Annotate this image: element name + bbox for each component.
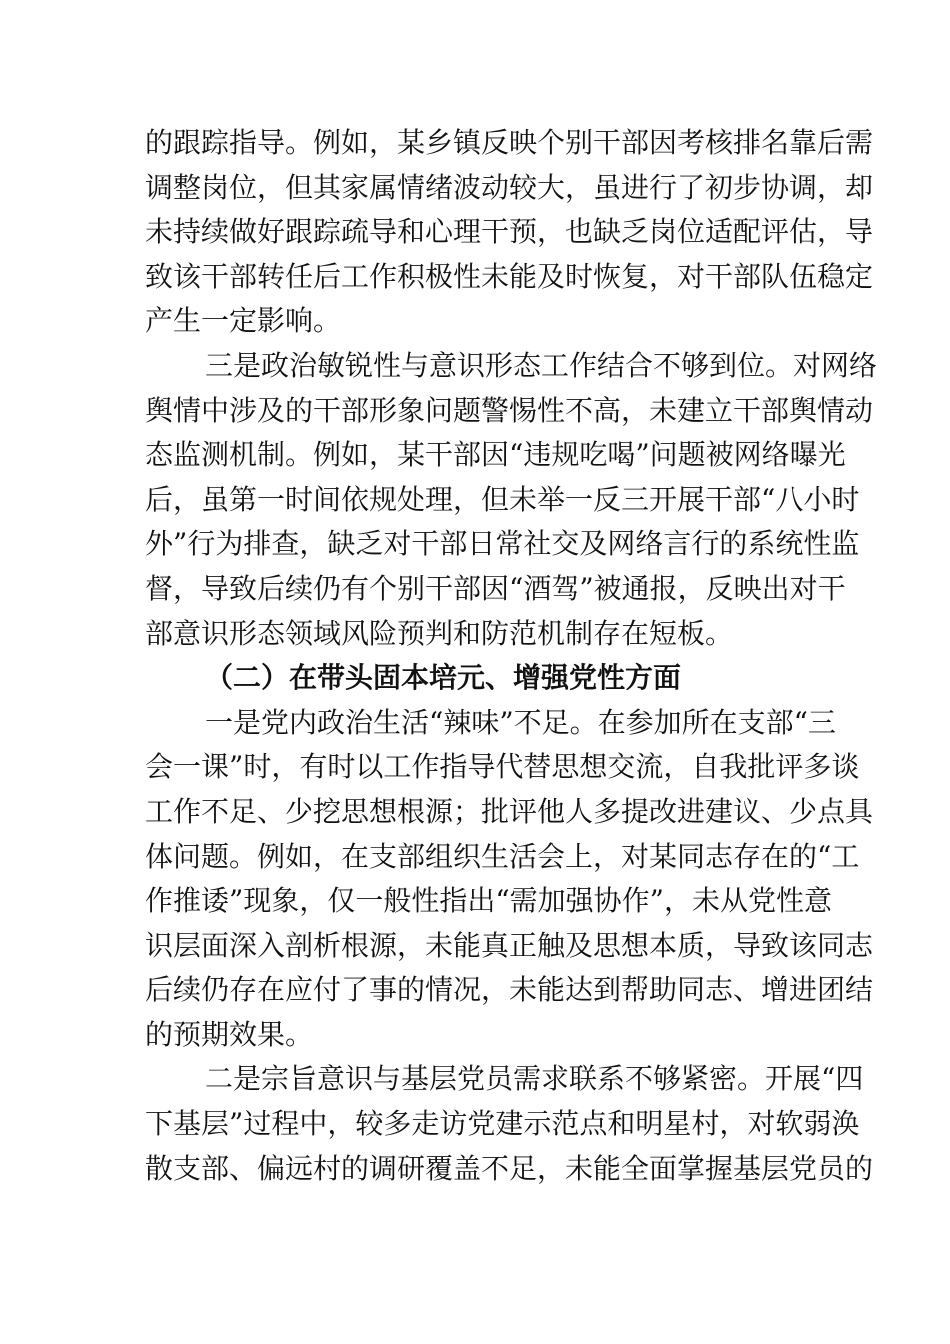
- body-paragraph: [145, 121, 874, 344]
- text-line: 的跟踪指导。例如，某乡镇反映个别干部因考核排名靠后需: [145, 126, 874, 159]
- text-line: 作推诿”现象，仅一般性指出“需加强协作”，未从党性意: [145, 884, 832, 918]
- text-line: 态监测机制。例如，某干部因“违规吃喝”问题被网络曝光: [145, 438, 846, 472]
- text-line: 产生一定影响。: [145, 304, 342, 338]
- body-paragraph: [145, 1057, 874, 1191]
- text-line: 外”行为排查，缺乏对干部日常社交及网络言行的系统性监: [145, 527, 860, 561]
- text-line: 会一课”时，有时以工作指导代替思想交流，自我批评多谈: [145, 750, 860, 784]
- text-line: 的预期效果。: [145, 1017, 314, 1051]
- text-line: 调整岗位，但其家属情绪波动较大，虽进行了初步协调，却: [145, 170, 874, 204]
- text-line: 体问题。例如，在支部组织生活会上，对某同志存在的“工: [145, 839, 860, 873]
- text-line: 后续仍存在应付了事的情况，未能达到帮助同志、增进团结: [145, 973, 874, 1007]
- text-line: 下基层”过程中，较多走访党建示范点和明星村，对软弱涣: [145, 1107, 860, 1141]
- body-paragraph: [145, 344, 878, 656]
- document-page: [145, 121, 878, 1191]
- body-paragraph: [145, 701, 874, 1058]
- text-line: 舆情中涉及的干部形象问题警惕性不高，未建立干部舆情动: [145, 393, 874, 427]
- section-heading: [145, 656, 805, 701]
- text-line: 三是政治敏锐性与意识形态工作结合不够到位。对网络: [205, 348, 878, 382]
- text-line: 工作不足、少挖思想根源；批评他人多提改进建议、少点具: [145, 794, 874, 828]
- text-line: 散支部、偏远村的调研覆盖不足，未能全面掌握基层党员的: [145, 1151, 874, 1185]
- text-line: 一是党内政治生活“辣味”不足。在参加所在支部“三: [205, 705, 836, 739]
- text-line: （二）在带头固本培元、增强党性方面: [205, 661, 682, 695]
- text-line: 部意识形态领域风险预判和防范机制存在短板。: [145, 616, 734, 650]
- text-line: 致该干部转任后工作积极性未能及时恢复，对干部队伍稳定: [145, 259, 874, 293]
- text-line: 识层面深入剖析根源，未能真正触及思想本质，导致该同志: [145, 928, 874, 962]
- text-line: 督，导致后续仍有个别干部因“酒驾”被通报，反映出对干: [145, 571, 846, 605]
- text-line: 未持续做好跟踪疏导和心理干预，也缺乏岗位适配评估，导: [145, 215, 874, 249]
- text-line: 二是宗旨意识与基层党员需求联系不够紧密。开展“四: [205, 1062, 864, 1096]
- text-line: 后，虽第一时间依规处理，但未举一反三开展干部“八小时: [145, 482, 860, 516]
